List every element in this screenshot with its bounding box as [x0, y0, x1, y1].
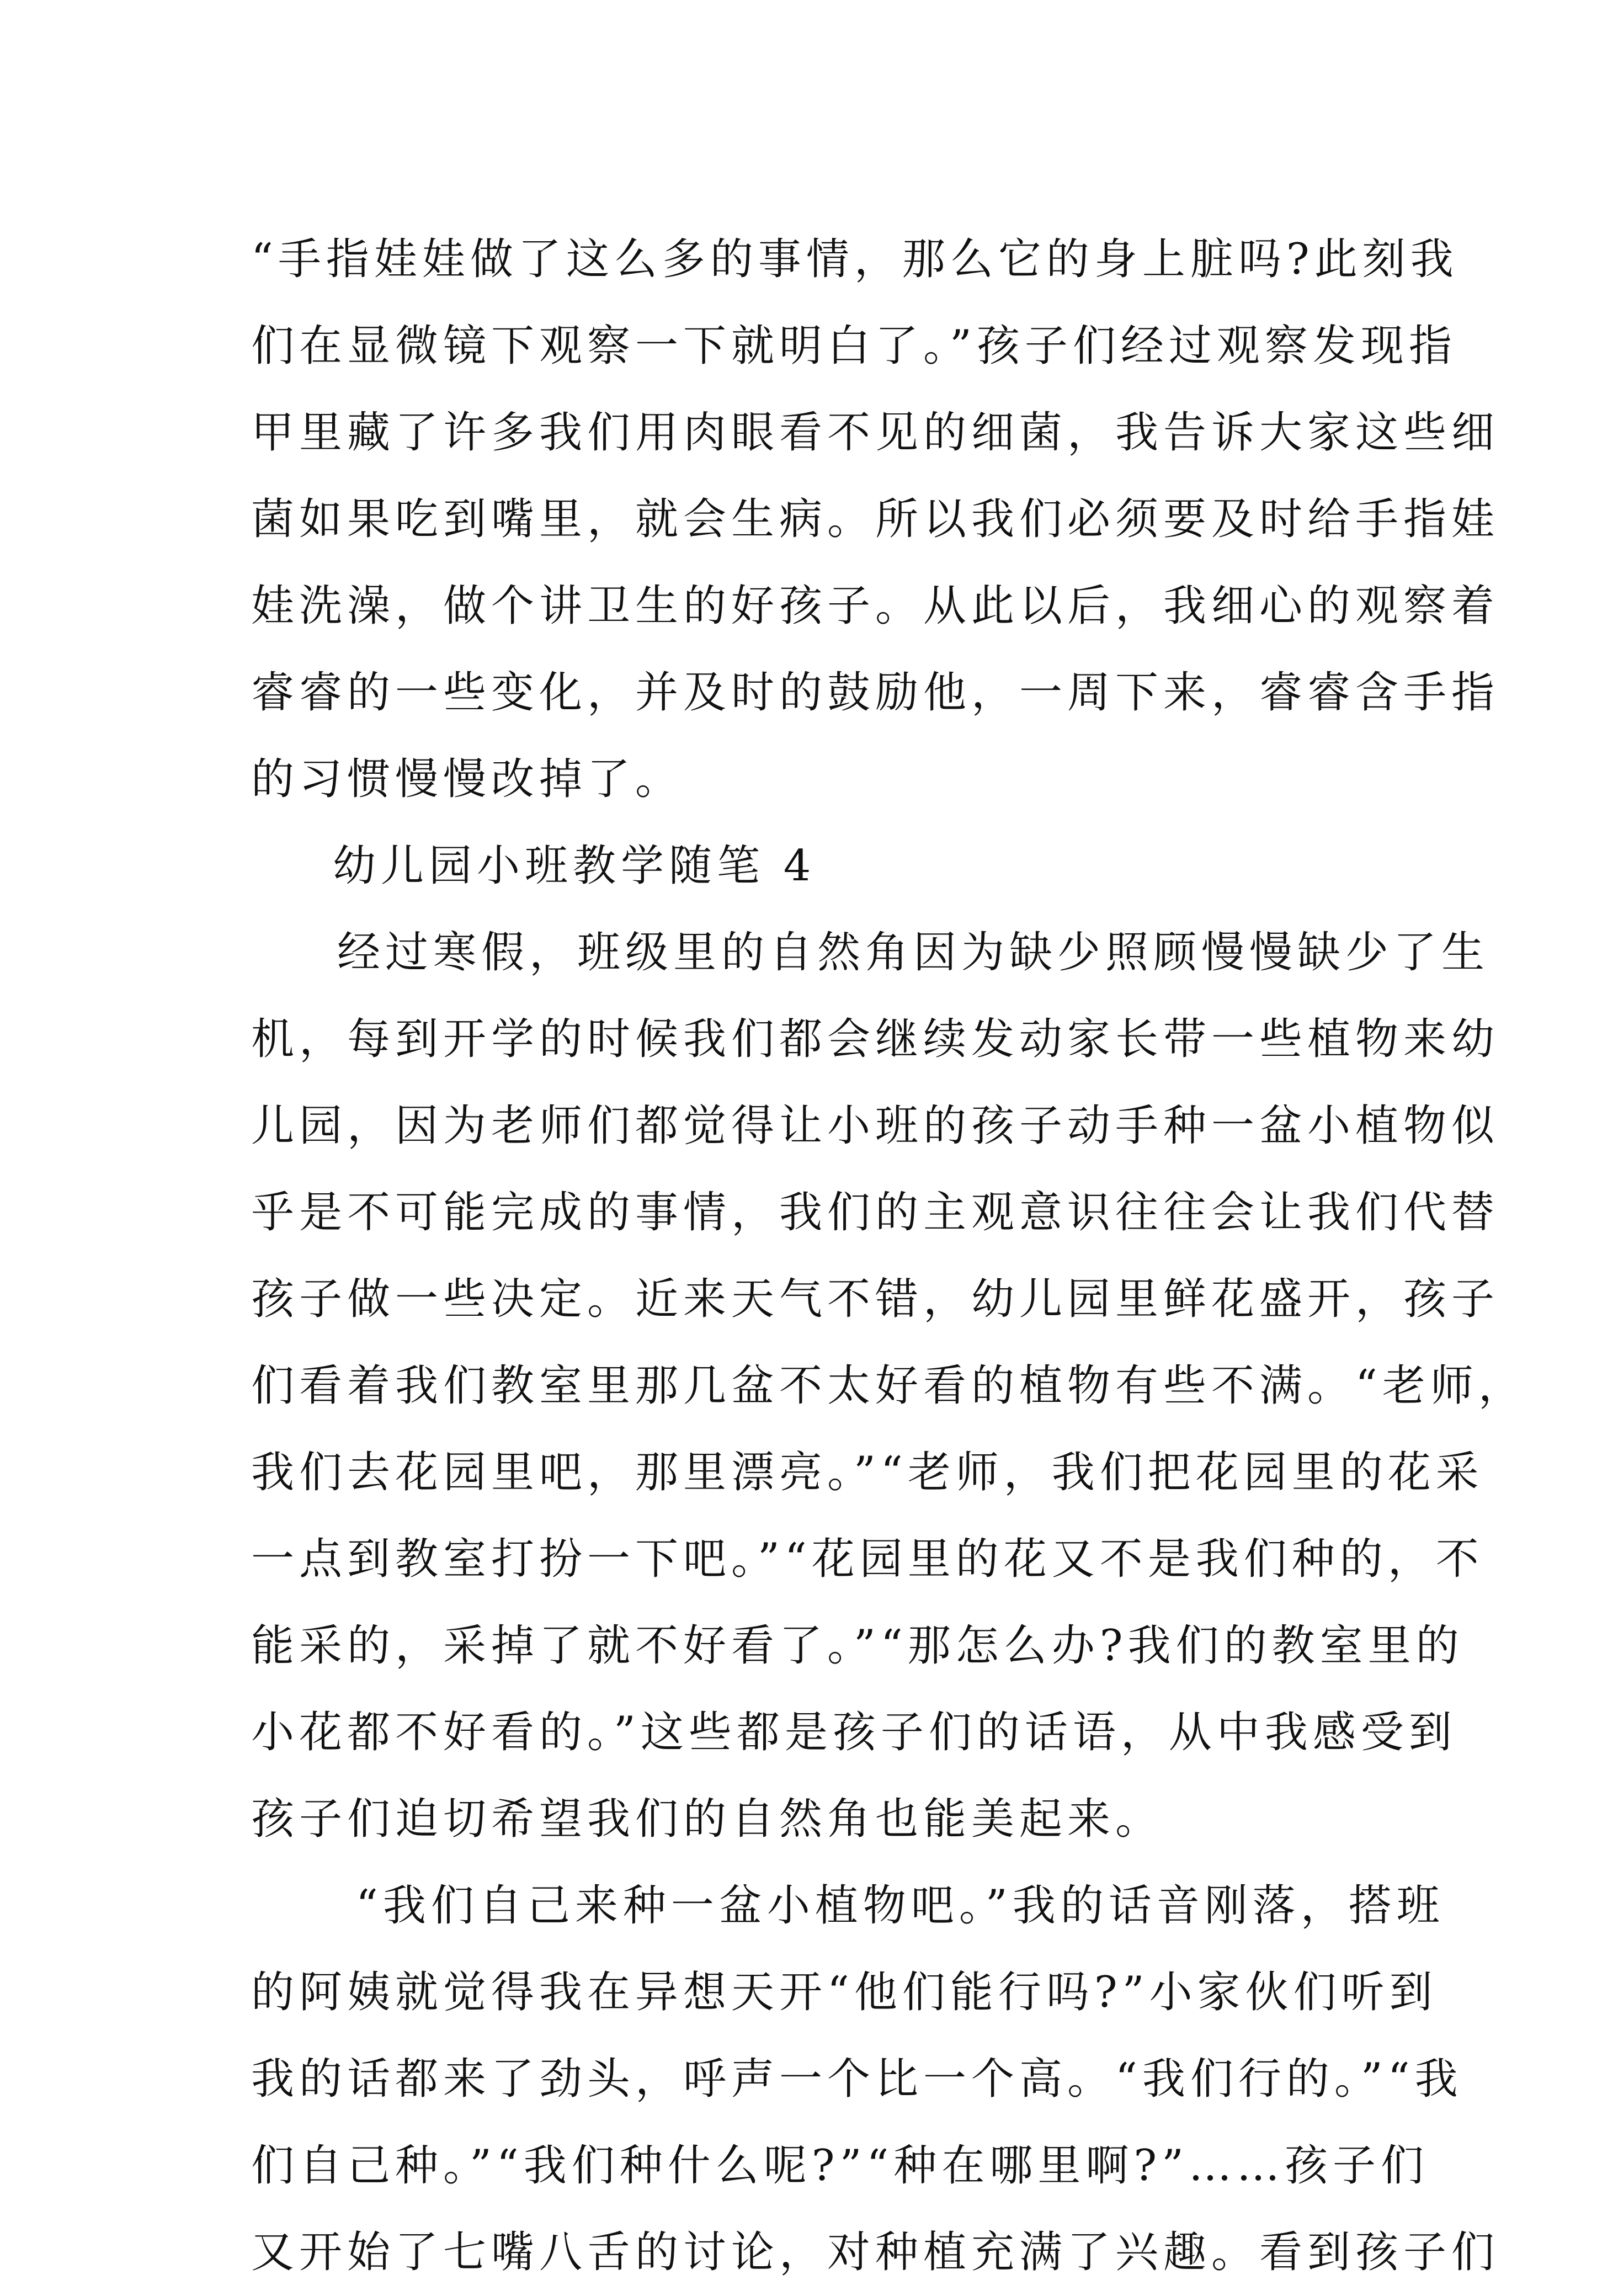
text-line: 们在显微镜下观察一下就明白了。”孩子们经过观察发现指 [251, 321, 1457, 371]
text-line: 小花都不好看的。”这些都是孩子们的话语，从中我感受到 [251, 1708, 1457, 1757]
text-line: 的习惯慢慢改掉了。 [251, 754, 684, 804]
body-text [251, 216, 1526, 2296]
text-line: 睿睿的一些变化，并及时的鼓励他，一周下来，睿睿含手指 [251, 668, 1500, 718]
text-line: 甲里藏了许多我们用肉眼看不见的细菌，我告诉大家这些细 [251, 408, 1500, 458]
text-line: 们自己种。”“我们种什么呢?”“种在哪里啊?”……孩子们 [251, 2141, 1429, 2191]
text-line: 我们去花园里吧，那里漂亮。”“老师，我们把花园里的花采 [251, 1448, 1484, 1497]
text-line: 机，每到开学的时候我们都会继续发动家长带一些植物来幼 [251, 1014, 1500, 1064]
text-line: 我的话都来了劲头，呼声一个比一个高。“我们行的。”“我 [251, 2054, 1463, 2104]
text-line: 孩子们迫切希望我们的自然角也能美起来。 [251, 1794, 1164, 1844]
text-line: 乎是不可能完成的事情，我们的主观意识往往会让我们代替 [251, 1188, 1500, 1237]
text-line: 能采的，采掉了就不好看了。”“那怎么办?我们的教室里的 [251, 1621, 1464, 1671]
paragraph-start-line: 经过寒假，班级里的自然角因为缺少照顾慢慢缺少了生 [337, 928, 1490, 977]
text-line: 菌如果吃到嘴里，就会生病。所以我们必须要及时给手指娃 [251, 495, 1500, 544]
text-line: 孩子做一些决定。近来天气不错，幼儿园里鲜花盛开，孩子 [251, 1274, 1500, 1324]
text-line: 娃洗澡，做个讲卫生的好孩子。从此以后，我细心的观察着 [251, 581, 1500, 631]
text-line: 的阿姨就觉得我在异想天开“他们能行吗?”小家伙们听到 [251, 1968, 1438, 2017]
paragraph-start-line: “我们自己来种一盆小植物吧。”我的话音刚落，搭班 [356, 1881, 1445, 1931]
text-line: 儿园，因为老师们都觉得让小班的孩子动手种一盆小植物似 [251, 1101, 1500, 1151]
text-line: 又开始了七嘴八舌的讨论，对种植充满了兴趣。看到孩子们 [251, 2228, 1500, 2277]
text-line: 们看着我们教室里那几盆不太好看的植物有些不满。“老师， [251, 1361, 1526, 1411]
text-line: 一点到教室打扮一下吧。”“花园里的花又不是我们种的，不 [251, 1534, 1484, 1584]
text-line: “手指娃娃做了这么多的事情，那么它的身上脏吗?此刻我 [251, 235, 1458, 284]
section-heading: 幼儿园小班教学随笔 4 [333, 841, 816, 891]
